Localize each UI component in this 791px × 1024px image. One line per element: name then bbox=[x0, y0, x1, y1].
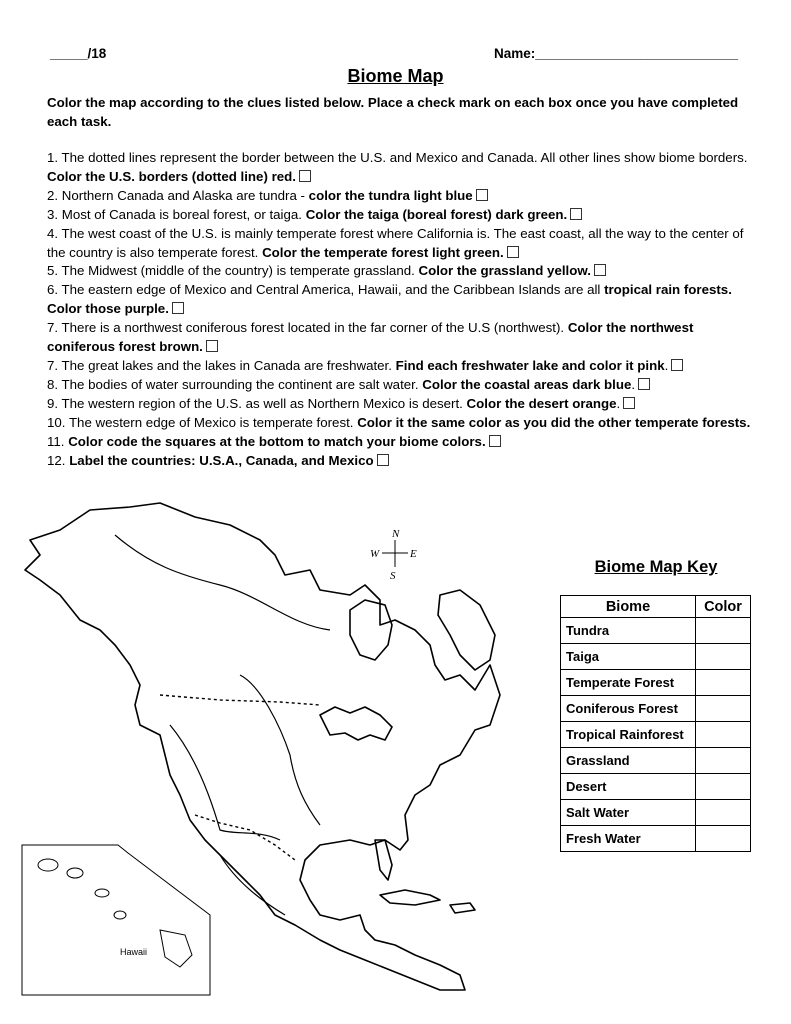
clue-item bbox=[47, 452, 759, 471]
clue-instruction: Color the taiga (boreal forest) dark green. bbox=[305, 206, 568, 222]
clue-instruction: color the tundra light blue bbox=[308, 187, 473, 203]
clue-text: 4. The west coast of the U.S. is mainly temperate forest where California is. The east coast, all the way to the center of the country is also temperate forest. bbox=[47, 225, 744, 260]
task-checkbox[interactable] bbox=[476, 189, 488, 201]
compass-w: W bbox=[370, 548, 380, 560]
key-row bbox=[561, 774, 751, 800]
us-mexico-border bbox=[195, 815, 295, 860]
task-checkbox[interactable] bbox=[507, 246, 519, 258]
caribbean-islands bbox=[380, 890, 475, 913]
clue-tail: . bbox=[631, 376, 636, 392]
clue-instruction: Color the U.S. borders (dotted line) red. bbox=[47, 168, 296, 184]
florida bbox=[375, 840, 392, 880]
key-color-cell[interactable] bbox=[696, 826, 751, 852]
clue-item bbox=[47, 281, 759, 319]
clue-text: 12. bbox=[47, 452, 70, 468]
tundra-boundary bbox=[115, 535, 330, 630]
greenland bbox=[438, 590, 495, 670]
instructions: Color the map according to the clues listed below. Place a check mark on each box once you have completed each task. bbox=[47, 95, 739, 129]
hawaii-label: Hawaii bbox=[120, 947, 148, 957]
key-biome-name: Taiga bbox=[561, 644, 696, 670]
key-color-cell[interactable] bbox=[696, 696, 751, 722]
task-checkbox[interactable] bbox=[623, 397, 635, 409]
key-color-cell[interactable] bbox=[696, 618, 751, 644]
key-header-color: Color bbox=[696, 596, 751, 618]
key-row bbox=[561, 644, 751, 670]
name-line[interactable]: Name:___________________________ bbox=[494, 46, 738, 61]
key-color-cell[interactable] bbox=[696, 722, 751, 748]
clue-text: 7. The great lakes and the lakes in Canada are freshwater. bbox=[47, 357, 396, 373]
key-color-cell[interactable] bbox=[696, 774, 751, 800]
key-biome-name: Coniferous Forest bbox=[561, 696, 696, 722]
task-checkbox[interactable] bbox=[638, 378, 650, 390]
key-header-biome: Biome bbox=[561, 596, 696, 618]
compass-e: E bbox=[410, 548, 417, 560]
key-color-cell[interactable] bbox=[696, 800, 751, 826]
clue-item bbox=[47, 319, 759, 357]
clue-instruction: Color the grassland yellow. bbox=[418, 263, 591, 279]
key-biome-name: Tropical Rainforest bbox=[561, 722, 696, 748]
page-title: Biome Map bbox=[347, 66, 444, 86]
clue-instruction: Color it the same color as you did the other temperate forests. bbox=[357, 414, 751, 430]
key-row bbox=[561, 826, 751, 852]
key-biome-name: Tundra bbox=[561, 618, 696, 644]
task-checkbox[interactable] bbox=[299, 170, 311, 182]
clue-text: 1. The dotted lines represent the border between the U.S. and Mexico and Canada. All other lines show biome borders. bbox=[47, 150, 748, 165]
compass-rose bbox=[370, 528, 417, 582]
clue-instruction: Color the northwest coniferous forest brown. bbox=[47, 320, 694, 355]
clue-item bbox=[47, 433, 759, 452]
key-biome-name: Salt Water bbox=[561, 800, 696, 826]
canada-us-border bbox=[160, 695, 320, 705]
clue-list bbox=[47, 149, 759, 470]
key-title: Biome Map Key bbox=[594, 558, 718, 576]
key-row bbox=[561, 800, 751, 826]
clue-item bbox=[47, 187, 759, 206]
desert-boundary bbox=[170, 725, 280, 840]
clue-instruction: tropical rain forests. Color those purple. bbox=[47, 282, 732, 317]
score-line[interactable]: _____/18 bbox=[50, 46, 107, 61]
clue-instruction: Find each freshwater lake and color it pink bbox=[395, 357, 665, 373]
clue-tail: . bbox=[664, 357, 669, 373]
key-biome-name: Desert bbox=[561, 774, 696, 800]
task-checkbox[interactable] bbox=[489, 435, 501, 447]
clue-item bbox=[47, 225, 759, 263]
great-lakes bbox=[320, 707, 392, 740]
task-checkbox[interactable] bbox=[570, 208, 582, 220]
key-color-cell[interactable] bbox=[696, 670, 751, 696]
task-checkbox[interactable] bbox=[377, 454, 389, 466]
clue-instruction: Label the countries: U.S.A., Canada, and Mexico bbox=[69, 452, 374, 468]
clue-text: 11. bbox=[47, 433, 69, 449]
hawaii-inset bbox=[22, 845, 210, 995]
key-biome-name: Grassland bbox=[561, 748, 696, 774]
clue-instruction: Color code the squares at the bottom to match your biome colors. bbox=[68, 433, 486, 449]
clue-item bbox=[47, 395, 759, 414]
key-row bbox=[561, 748, 751, 774]
clue-item bbox=[47, 376, 759, 395]
clue-item bbox=[47, 262, 759, 281]
hudson-bay bbox=[350, 600, 392, 660]
key-color-cell[interactable] bbox=[696, 644, 751, 670]
key-row bbox=[561, 670, 751, 696]
grassland-boundary bbox=[240, 675, 320, 825]
key-biome-name: Fresh Water bbox=[561, 826, 696, 852]
clue-item bbox=[47, 414, 759, 433]
task-checkbox[interactable] bbox=[594, 264, 606, 276]
key-row bbox=[561, 618, 751, 644]
task-checkbox[interactable] bbox=[172, 302, 184, 314]
key-color-cell[interactable] bbox=[696, 748, 751, 774]
clue-tail: . bbox=[616, 395, 621, 411]
clue-item bbox=[47, 357, 759, 376]
clue-text: 10. The western edge of Mexico is temperate forest. bbox=[47, 414, 358, 430]
key-row bbox=[561, 696, 751, 722]
clue-text: 9. The western region of the U.S. as well as Northern Mexico is desert. bbox=[47, 395, 467, 411]
clue-text: 7. There is a northwest coniferous forest located in the far corner of the U.S (northwest). bbox=[47, 320, 568, 336]
biome-key-table bbox=[560, 595, 751, 852]
key-row bbox=[561, 722, 751, 748]
clue-instruction: Color the desert orange bbox=[466, 395, 617, 411]
clue-text: 5. The Midwest (middle of the country) is temperate grassland. bbox=[47, 263, 419, 279]
key-biome-name: Temperate Forest bbox=[561, 670, 696, 696]
clue-text: 3. Most of Canada is boreal forest, or taiga. bbox=[47, 206, 306, 222]
compass-n: N bbox=[392, 528, 400, 540]
clue-text: 8. The bodies of water surrounding the continent are salt water. bbox=[47, 376, 423, 392]
task-checkbox[interactable] bbox=[671, 359, 683, 371]
north-america-map bbox=[20, 495, 520, 1000]
clue-instruction: Color the temperate forest light green. bbox=[262, 244, 504, 260]
clue-item bbox=[47, 149, 759, 187]
clue-instruction: Color the coastal areas dark blue bbox=[422, 376, 632, 392]
clue-text: 2. Northern Canada and Alaska are tundra - bbox=[47, 187, 309, 203]
continent-outline bbox=[25, 503, 500, 990]
clue-text: 6. The eastern edge of Mexico and Central America, Hawaii, and the Caribbean Islands are all bbox=[47, 282, 605, 298]
clue-item bbox=[47, 206, 759, 225]
task-checkbox[interactable] bbox=[206, 340, 218, 352]
compass-s: S bbox=[390, 570, 396, 582]
